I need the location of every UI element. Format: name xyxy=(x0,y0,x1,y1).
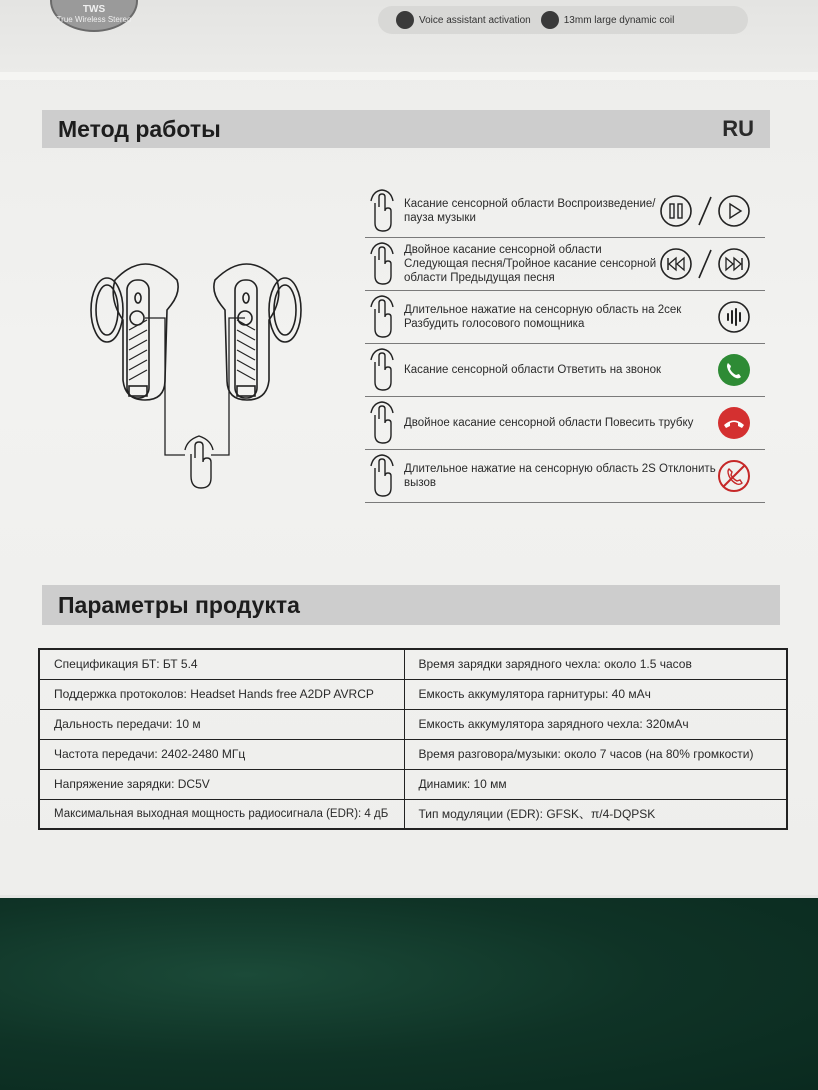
fold-line xyxy=(0,72,818,80)
connector-lines xyxy=(145,318,245,455)
tap-hand-icon xyxy=(365,401,399,445)
spec-cell: Поддержка протоколов: Headset Hands free A2DP AVRCP xyxy=(39,679,404,709)
spec-cell: Частота передачи: 2402-2480 МГц xyxy=(39,739,404,769)
next-track-icon xyxy=(717,247,751,281)
tap-hand-icon xyxy=(365,454,399,498)
feature-voice-label: Voice assistant activation xyxy=(419,14,531,26)
tws-badge-subtitle: True Wireless Stereo xyxy=(56,15,132,24)
control-row-answer-call xyxy=(365,344,765,397)
voice-assistant-icon xyxy=(717,300,751,334)
tap-hand-icon xyxy=(365,189,399,233)
table-row xyxy=(39,709,787,739)
tap-hand-icon xyxy=(365,295,399,339)
play-icon xyxy=(717,194,751,228)
control-row-voice-assistant xyxy=(365,291,765,344)
spec-cell: Тип модуляции (EDR): GFSK、π/4-DQPSK xyxy=(404,799,787,829)
control-description: Двойное касание сенсорной области Повесить трубку xyxy=(404,417,694,429)
right-earbud xyxy=(214,264,301,400)
spec-cell: Дальность передачи: 10 м xyxy=(39,709,404,739)
feature-coil-label: 13mm large dynamic coil xyxy=(563,14,675,26)
tap-hand-icon xyxy=(365,348,399,392)
specs-table xyxy=(38,648,788,830)
spec-cell: Емкость аккумулятора гарнитуры: 40 мАч xyxy=(404,679,787,709)
control-description: Длительное нажатие на сенсорную область на 2сек Разбудить голосового помощника xyxy=(404,304,682,330)
feature-voice xyxy=(396,11,531,29)
microphone-icon xyxy=(396,11,414,29)
control-row-hang-up xyxy=(365,397,765,450)
control-description: Длительное нажатие на сенсорную область 2S Отклонить вызов xyxy=(404,463,716,489)
feature-coil xyxy=(541,11,675,29)
control-description: Касание сенсорной области Ответить на звонок xyxy=(404,364,662,376)
control-description: Двойное касание сенсорной области Следующая песня/Тройное касание сенсорной области Предыдущая песня xyxy=(404,244,657,284)
answer-call-icon xyxy=(717,353,751,387)
reject-call-icon xyxy=(717,459,751,493)
speaker-coil-icon xyxy=(541,11,559,29)
hang-up-icon xyxy=(717,406,751,440)
control-row-tracks xyxy=(365,238,765,291)
params-section-title: Параметры продукта xyxy=(58,591,300,618)
table-row xyxy=(39,739,787,769)
spec-cell: Емкость аккумулятора зарядного чехла: 320мАч xyxy=(404,709,787,739)
spec-cell: Время зарядки зарядного чехла: около 1.5 часов xyxy=(404,649,787,679)
slash-divider-icon xyxy=(696,194,714,228)
table-row xyxy=(39,769,787,799)
spec-cell: Напряжение зарядки: DC5V xyxy=(39,769,404,799)
table-row xyxy=(39,799,787,829)
spec-cell: Спецификация БТ: БТ 5.4 xyxy=(39,649,404,679)
table-row xyxy=(39,649,787,679)
spec-cell: Максимальная выходная мощность радиосигнала (EDR): 4 дБ xyxy=(39,799,404,829)
earbuds-diagram xyxy=(85,250,325,495)
tap-hand-icon xyxy=(365,242,399,286)
previous-track-icon xyxy=(659,247,693,281)
control-row-reject-call xyxy=(365,450,765,503)
control-description: Касание сенсорной области Воспроизведение/пауза музыки xyxy=(404,198,656,224)
control-row-play-pause xyxy=(365,185,765,238)
language-code: RU xyxy=(722,116,754,141)
tws-badge xyxy=(50,0,138,32)
tws-badge-title: TWS xyxy=(82,4,106,15)
table-row xyxy=(39,679,787,709)
touch-controls-list xyxy=(365,185,765,503)
slash-divider-icon xyxy=(696,247,714,281)
fabric-background xyxy=(0,898,818,1090)
method-section-header xyxy=(42,110,770,148)
package-top-strip xyxy=(0,0,818,73)
feature-pill xyxy=(378,6,748,34)
pause-icon xyxy=(659,194,693,228)
method-section-title: Метод работы xyxy=(58,115,221,142)
spec-cell: Динамик: 10 мм xyxy=(404,769,787,799)
params-section-header xyxy=(42,585,780,625)
spec-cell: Время разговора/музыки: около 7 часов (на 80% громкости) xyxy=(404,739,787,769)
touch-hand-icon xyxy=(185,436,213,488)
